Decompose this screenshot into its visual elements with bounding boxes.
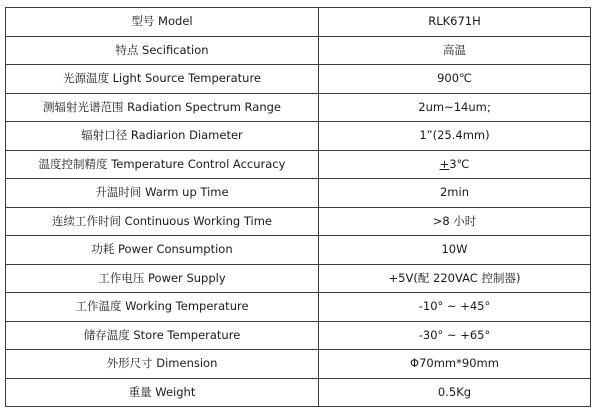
spec-value-store-temperature: -30° ~ +65°	[319, 321, 591, 350]
spec-table	[5, 7, 591, 407]
table-row	[6, 378, 591, 407]
spec-label-warm-up-time: 升温时间 Warm up Time	[6, 179, 319, 208]
table-row	[6, 321, 591, 350]
table-row	[6, 293, 591, 322]
spec-value-specification: 高温	[319, 36, 591, 65]
spec-label-store-temperature: 储存温度 Store Temperature	[6, 321, 319, 350]
spec-value-radiation-diameter: 1”(25.4mm)	[319, 122, 591, 151]
spec-value-weight: 0.5Kg	[319, 378, 591, 407]
spec-value-working-temperature: -10° ~ +45°	[319, 293, 591, 322]
table-row	[6, 122, 591, 151]
spec-label-model: 型号 Model	[6, 8, 319, 37]
spec-label-working-temperature: 工作温度 Working Temperature	[6, 293, 319, 322]
spec-label-power-supply: 工作电压 Power Supply	[6, 264, 319, 293]
spec-value-model: RLK671H	[319, 8, 591, 37]
spec-label-power-consumption: 功耗 Power Consumption	[6, 236, 319, 265]
spec-value-light-source-temperature: 900℃	[319, 65, 591, 94]
spec-label-continuous-working-time: 连续工作时间 Continuous Working Time	[6, 207, 319, 236]
spec-label-light-source-temperature: 光源温度 Light Source Temperature	[6, 65, 319, 94]
spec-value-temperature-control-accuracy	[319, 150, 591, 179]
spec-value-power-consumption: 10W	[319, 236, 591, 265]
spec-label-radiation-spectrum-range: 测辐射光谱范围 Radiation Spectrum Range	[6, 93, 319, 122]
spec-label-specification: 特点 Secification	[6, 36, 319, 65]
table-row	[6, 207, 591, 236]
plus-minus-sign: +	[439, 156, 450, 171]
table-row	[6, 350, 591, 379]
table-row	[6, 65, 591, 94]
spec-label-dimension: 外形尺寸 Dimension	[6, 350, 319, 379]
table-row	[6, 8, 591, 37]
spec-label-temperature-control-accuracy: 温度控制精度 Temperature Control Accuracy	[6, 150, 319, 179]
table-row	[6, 179, 591, 208]
accuracy-amount: 3℃	[449, 156, 470, 171]
table-row	[6, 36, 591, 65]
spec-value-power-supply: +5V(配 220VAC 控制器)	[319, 264, 591, 293]
spec-value-warm-up-time: 2min	[319, 179, 591, 208]
spec-value-dimension: Φ70mm*90mm	[319, 350, 591, 379]
spec-value-radiation-spectrum-range: 2um~14um;	[319, 93, 591, 122]
spec-value-continuous-working-time: >8 小时	[319, 207, 591, 236]
table-row	[6, 264, 591, 293]
spec-label-radiation-diameter: 辐射口径 Radiarion Diameter	[6, 122, 319, 151]
table-row	[6, 236, 591, 265]
table-row	[6, 93, 591, 122]
table-row	[6, 150, 591, 179]
spec-label-weight: 重量 Weight	[6, 378, 319, 407]
